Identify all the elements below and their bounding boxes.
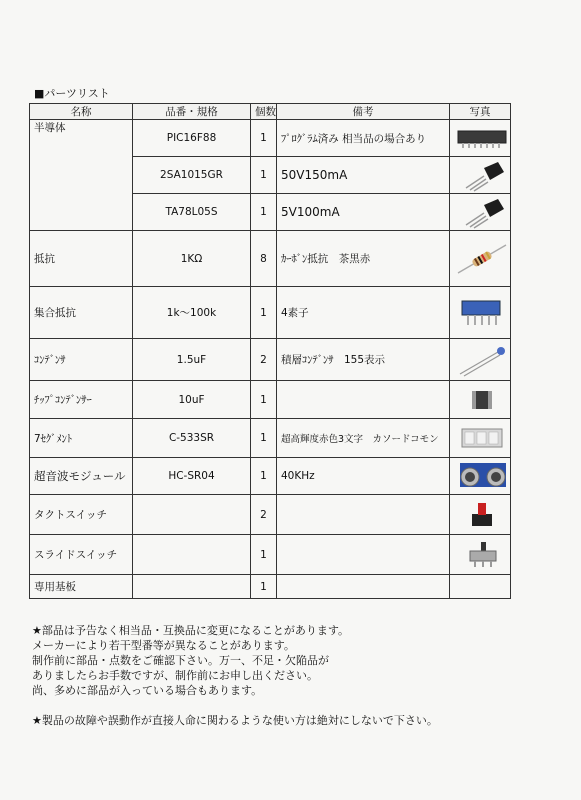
- category-cell: 半導体: [30, 120, 133, 231]
- part-number-cell: PIC16F88: [133, 120, 251, 157]
- note-cell: ｶｰﾎﾞﾝ抵抗 茶黒赤: [277, 231, 450, 287]
- ceramic-capacitor-photo: [454, 342, 510, 378]
- part-number-cell: 1k～100k: [133, 287, 251, 339]
- note-cell: 40KHz: [277, 458, 450, 495]
- parts-list-title: ■パーツリスト: [34, 87, 110, 100]
- part-number-cell: 1.5uF: [133, 339, 251, 381]
- carbon-resistor-photo: [454, 239, 510, 279]
- part-number-cell: 2SA1015GR: [133, 157, 251, 194]
- dip-ic-chip-photo: [454, 125, 510, 151]
- to92-transistor-photo: [454, 158, 510, 192]
- note-cell: 4素子: [277, 287, 450, 339]
- seven-segment-display-photo: [454, 423, 510, 453]
- category-cell: 抵抗: [30, 231, 133, 287]
- quantity-cell: 2: [251, 339, 277, 381]
- quantity-cell: 1: [251, 458, 277, 495]
- category-cell: 7ｾｸﾞﾒﾝﾄ: [30, 419, 133, 458]
- part-number-cell: [133, 575, 251, 599]
- photo-cell: [450, 458, 511, 495]
- quantity-cell: 1: [251, 194, 277, 231]
- photo-cell: [450, 495, 511, 535]
- part-number-cell: TA78L05S: [133, 194, 251, 231]
- table-row: [30, 381, 511, 419]
- quantity-cell: 1: [251, 287, 277, 339]
- to92-regulator-photo: [454, 195, 510, 229]
- table-row: [30, 287, 511, 339]
- header-photo: 写真: [450, 104, 511, 120]
- note-cell: [277, 575, 450, 599]
- part-number-cell: [133, 495, 251, 535]
- quantity-cell: 1: [251, 157, 277, 194]
- quantity-cell: 1: [251, 575, 277, 599]
- photo-cell: [450, 339, 511, 381]
- table-row: [30, 419, 511, 458]
- part-number-cell: HC-SR04: [133, 458, 251, 495]
- note-cell: 超高輝度赤色3文字 カソードコモン: [277, 419, 450, 458]
- header-quantity: 個数: [251, 104, 277, 120]
- photo-cell: [450, 231, 511, 287]
- category-cell: 超音波モジュール: [30, 458, 133, 495]
- table-header-row: [30, 104, 511, 120]
- photo-cell: [450, 194, 511, 231]
- photo-cell: [450, 535, 511, 575]
- header-name: 名称: [30, 104, 133, 120]
- note-line: 制作前に部品・点数をご確認下さい。万一、不足・欠陥品が: [32, 654, 329, 667]
- part-number-cell: C-533SR: [133, 419, 251, 458]
- notes-section: [32, 623, 552, 728]
- photo-cell: [450, 419, 511, 458]
- table-row: [30, 120, 511, 157]
- header-notes: 備考: [277, 104, 450, 120]
- tact-switch-photo: [454, 498, 510, 532]
- table-row: [30, 231, 511, 287]
- note-cell: 50V150mA: [277, 157, 450, 194]
- resistor-network-photo: [454, 295, 510, 331]
- table-row: [30, 575, 511, 599]
- category-cell: タクトスイッチ: [30, 495, 133, 535]
- table-row: [30, 495, 511, 535]
- part-number-cell: [133, 535, 251, 575]
- note-spacer: [32, 698, 552, 713]
- note-line: ★部品は予告なく相当品・互換品に変更になることがあります。: [32, 624, 349, 637]
- photo-cell: [450, 120, 511, 157]
- category-cell: ｺﾝﾃﾞﾝｻ: [30, 339, 133, 381]
- category-cell: 専用基板: [30, 575, 133, 599]
- category-cell: ﾁｯﾌﾟｺﾝﾃﾞﾝｻｰ: [30, 381, 133, 419]
- parts-table: [29, 103, 511, 599]
- table-row: [30, 339, 511, 381]
- quantity-cell: 8: [251, 231, 277, 287]
- category-cell: スライドスイッチ: [30, 535, 133, 575]
- photo-cell: [450, 381, 511, 419]
- slide-switch-photo: [454, 538, 510, 572]
- note-line: ありましたらお手数ですが、制作前にお申し出ください。: [32, 669, 318, 682]
- note-line: 尚、多めに部品が入っている場合もあります。: [32, 684, 263, 697]
- quantity-cell: 1: [251, 120, 277, 157]
- header-part-number: 品番・規格: [133, 104, 251, 120]
- note-line: ★製品の故障や誤動作が直接人命に関わるような使い方は絶対にしないで下さい。: [32, 714, 438, 727]
- photo-cell: [450, 287, 511, 339]
- note-cell: ﾌﾟﾛｸﾞﾗﾑ済み 相当品の場合あり: [277, 120, 450, 157]
- note-cell: 5V100mA: [277, 194, 450, 231]
- table-row: [30, 535, 511, 575]
- part-number-cell: 1KΩ: [133, 231, 251, 287]
- quantity-cell: 1: [251, 381, 277, 419]
- category-cell: 集合抵抗: [30, 287, 133, 339]
- chip-capacitor-photo: [454, 385, 510, 415]
- note-cell: [277, 495, 450, 535]
- photo-cell: [450, 157, 511, 194]
- quantity-cell: 1: [251, 419, 277, 458]
- note-cell: 積層ｺﾝﾃﾞﾝｻ 155表示: [277, 339, 450, 381]
- note-cell: [277, 381, 450, 419]
- note-line: メーカーにより若干型番等が異なることがあります。: [32, 639, 295, 652]
- photo-cell: [450, 575, 511, 599]
- part-number-cell: 10uF: [133, 381, 251, 419]
- quantity-cell: 1: [251, 535, 277, 575]
- table-row: [30, 458, 511, 495]
- quantity-cell: 2: [251, 495, 277, 535]
- ultrasonic-module-photo: [454, 459, 511, 493]
- note-cell: [277, 535, 450, 575]
